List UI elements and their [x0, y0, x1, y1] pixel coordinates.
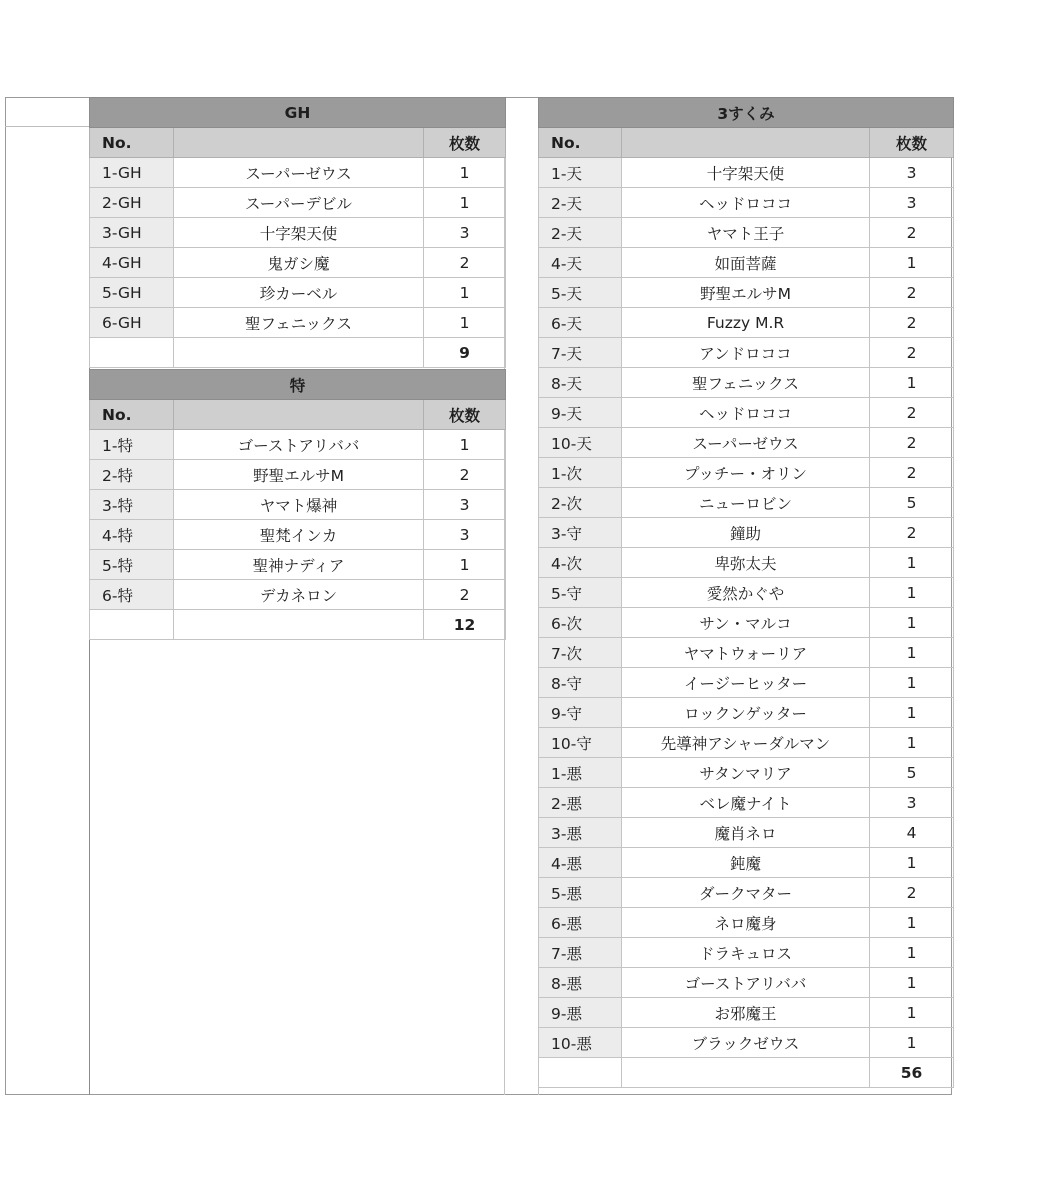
card-number-cell: 9-天	[539, 398, 622, 428]
card-name-cell: 野聖エルサM	[622, 278, 870, 308]
sansukumi-table	[538, 97, 954, 1088]
card-number-cell: 2-特	[90, 460, 174, 490]
card-count-cell: 3	[870, 158, 954, 188]
gh-header-row	[90, 128, 506, 158]
card-count-cell: 2	[424, 580, 506, 610]
card-number-cell: 3-悪	[539, 818, 622, 848]
card-name-cell: Fuzzy M.R	[622, 308, 870, 338]
card-name-cell: 十字架天使	[174, 218, 424, 248]
sansukumi-header-row	[539, 128, 954, 158]
table-row	[539, 548, 954, 578]
card-number-cell: 2-GH	[90, 188, 174, 218]
table-row	[539, 728, 954, 758]
card-count-cell: 1	[870, 728, 954, 758]
total-blank-cell	[90, 338, 174, 368]
table-row	[90, 188, 506, 218]
card-count-cell: 1	[870, 1028, 954, 1058]
card-count-cell: 2	[424, 248, 506, 278]
card-count-cell: 1	[870, 698, 954, 728]
gh-total-count: 9	[424, 338, 506, 368]
card-number-cell: 3-GH	[90, 218, 174, 248]
card-count-cell: 2	[870, 398, 954, 428]
table-row	[90, 218, 506, 248]
card-name-cell: 十字架天使	[622, 158, 870, 188]
table-row	[539, 818, 954, 848]
toku-total-row	[90, 610, 506, 640]
card-number-cell: 5-悪	[539, 878, 622, 908]
card-number-cell: 4-特	[90, 520, 174, 550]
card-name-cell: ロックンゲッター	[622, 698, 870, 728]
card-name-cell: 聖神ナディア	[174, 550, 424, 580]
toku-table	[89, 369, 506, 640]
header-name	[174, 128, 424, 158]
toku-header-row	[90, 400, 506, 430]
table-row	[539, 428, 954, 458]
card-count-cell: 1	[870, 368, 954, 398]
card-name-cell: 卑弥太夫	[622, 548, 870, 578]
card-number-cell: 3-特	[90, 490, 174, 520]
card-number-cell: 2-次	[539, 488, 622, 518]
card-name-cell: ニューロビン	[622, 488, 870, 518]
card-name-cell: 如面菩薩	[622, 248, 870, 278]
card-number-cell: 6-GH	[90, 308, 174, 338]
card-count-cell: 1	[424, 430, 506, 460]
table-row	[539, 458, 954, 488]
card-name-cell: 聖梵インカ	[174, 520, 424, 550]
card-count-cell: 1	[870, 968, 954, 998]
card-count-cell: 2	[870, 518, 954, 548]
header-no: No.	[539, 128, 622, 158]
table-row	[539, 608, 954, 638]
card-name-cell: イージーヒッター	[622, 668, 870, 698]
card-number-cell: 9-悪	[539, 998, 622, 1028]
card-number-cell: 2-天	[539, 188, 622, 218]
card-name-cell: 先導神アシャーダルマン	[622, 728, 870, 758]
card-number-cell: 4-次	[539, 548, 622, 578]
table-row	[539, 848, 954, 878]
card-number-cell: 5-GH	[90, 278, 174, 308]
card-count-cell: 3	[424, 218, 506, 248]
header-count: 枚数	[424, 400, 506, 430]
card-count-cell: 1	[424, 308, 506, 338]
table-row	[539, 998, 954, 1028]
header-count: 枚数	[424, 128, 506, 158]
card-number-cell: 10-守	[539, 728, 622, 758]
card-count-cell: 2	[870, 428, 954, 458]
sansukumi-total-row	[539, 1058, 954, 1088]
gh-table	[89, 97, 506, 368]
card-name-cell: ダークマター	[622, 878, 870, 908]
table-row	[539, 698, 954, 728]
card-count-cell: 1	[870, 908, 954, 938]
table-row	[539, 938, 954, 968]
table-row	[539, 878, 954, 908]
card-name-cell: スーパーゼウス	[174, 158, 424, 188]
card-count-cell: 1	[424, 550, 506, 580]
table-row	[539, 908, 954, 938]
card-name-cell: ネロ魔身	[622, 908, 870, 938]
card-name-cell: ヘッドロココ	[622, 398, 870, 428]
table-row	[90, 430, 506, 460]
sansukumi-section-title: 3すくみ	[539, 98, 954, 128]
card-name-cell: サタンマリア	[622, 758, 870, 788]
card-number-cell: 6-特	[90, 580, 174, 610]
card-count-cell: 1	[870, 248, 954, 278]
card-count-cell: 1	[870, 938, 954, 968]
card-count-cell: 3	[424, 490, 506, 520]
table-row	[539, 308, 954, 338]
table-row	[539, 278, 954, 308]
table-row	[539, 488, 954, 518]
card-name-cell: ゴーストアリババ	[622, 968, 870, 998]
toku-section-title: 特	[90, 370, 506, 400]
card-number-cell: 5-天	[539, 278, 622, 308]
table-row	[539, 668, 954, 698]
card-number-cell: 1-GH	[90, 158, 174, 188]
card-count-cell: 2	[870, 338, 954, 368]
card-name-cell: デカネロン	[174, 580, 424, 610]
card-name-cell: 魔肖ネロ	[622, 818, 870, 848]
top-left-gridline	[5, 126, 89, 127]
table-row	[539, 1028, 954, 1058]
card-name-cell: 鐘助	[622, 518, 870, 548]
table-row	[90, 520, 506, 550]
table-row	[90, 550, 506, 580]
card-name-cell: 鬼ガシ魔	[174, 248, 424, 278]
card-count-cell: 2	[870, 458, 954, 488]
card-count-cell: 1	[870, 608, 954, 638]
table-row	[539, 338, 954, 368]
card-number-cell: 6-次	[539, 608, 622, 638]
card-number-cell: 1-悪	[539, 758, 622, 788]
card-name-cell: スーパーデビル	[174, 188, 424, 218]
table-row	[90, 248, 506, 278]
card-count-cell: 2	[870, 308, 954, 338]
gh-section-title: GH	[90, 98, 506, 128]
card-name-cell: スーパーゼウス	[622, 428, 870, 458]
card-number-cell: 3-守	[539, 518, 622, 548]
table-row	[539, 788, 954, 818]
card-number-cell: 4-GH	[90, 248, 174, 278]
card-count-cell: 1	[424, 278, 506, 308]
table-row	[539, 188, 954, 218]
card-name-cell: 愛然かぐや	[622, 578, 870, 608]
header-no: No.	[90, 128, 174, 158]
total-blank-cell	[90, 610, 174, 640]
total-blank-cell	[174, 610, 424, 640]
card-name-cell: アンドロココ	[622, 338, 870, 368]
card-count-cell: 1	[870, 638, 954, 668]
card-number-cell: 10-天	[539, 428, 622, 458]
card-count-cell: 1	[870, 848, 954, 878]
card-number-cell: 2-悪	[539, 788, 622, 818]
card-name-cell: 珍カーベル	[174, 278, 424, 308]
card-count-cell: 1	[870, 668, 954, 698]
card-count-cell: 1	[870, 578, 954, 608]
card-number-cell: 5-守	[539, 578, 622, 608]
card-number-cell: 7-天	[539, 338, 622, 368]
table-row	[539, 518, 954, 548]
card-name-cell: プッチー・オリン	[622, 458, 870, 488]
card-number-cell: 5-特	[90, 550, 174, 580]
card-count-cell: 1	[424, 158, 506, 188]
card-name-cell: ヤマト王子	[622, 218, 870, 248]
table-row	[539, 398, 954, 428]
card-count-cell: 1	[424, 188, 506, 218]
card-number-cell: 10-悪	[539, 1028, 622, 1058]
table-row	[90, 490, 506, 520]
header-count: 枚数	[870, 128, 954, 158]
card-number-cell: 8-守	[539, 668, 622, 698]
card-count-cell: 3	[870, 188, 954, 218]
card-count-cell: 2	[424, 460, 506, 490]
total-blank-cell	[174, 338, 424, 368]
card-name-cell: ゴーストアリババ	[174, 430, 424, 460]
card-number-cell: 1-特	[90, 430, 174, 460]
toku-title-row	[90, 370, 506, 400]
card-number-cell: 9-守	[539, 698, 622, 728]
card-number-cell: 4-天	[539, 248, 622, 278]
table-row	[539, 638, 954, 668]
table-row	[539, 578, 954, 608]
card-number-cell: 1-天	[539, 158, 622, 188]
total-blank-cell	[539, 1058, 622, 1088]
table-row	[90, 158, 506, 188]
card-name-cell: ヘッドロココ	[622, 188, 870, 218]
card-name-cell: ヤマトウォーリア	[622, 638, 870, 668]
gh-total-row	[90, 338, 506, 368]
card-count-cell: 4	[870, 818, 954, 848]
sansukumi-title-row	[539, 98, 954, 128]
header-name	[174, 400, 424, 430]
card-name-cell: ベレ魔ナイト	[622, 788, 870, 818]
table-row	[539, 968, 954, 998]
card-name-cell: 聖フェニックス	[174, 308, 424, 338]
sansukumi-total-count: 56	[870, 1058, 954, 1088]
card-count-cell: 2	[870, 278, 954, 308]
card-number-cell: 8-悪	[539, 968, 622, 998]
total-blank-cell	[622, 1058, 870, 1088]
card-number-cell: 8-天	[539, 368, 622, 398]
table-row	[539, 158, 954, 188]
table-row	[90, 308, 506, 338]
card-name-cell: ブラックゼウス	[622, 1028, 870, 1058]
gh-title-row	[90, 98, 506, 128]
card-number-cell: 2-天	[539, 218, 622, 248]
table-row	[90, 278, 506, 308]
card-count-cell: 1	[870, 998, 954, 1028]
card-name-cell: 鈍魔	[622, 848, 870, 878]
card-number-cell: 4-悪	[539, 848, 622, 878]
card-count-cell: 2	[870, 218, 954, 248]
card-count-cell: 5	[870, 758, 954, 788]
card-count-cell: 2	[870, 878, 954, 908]
card-count-cell: 3	[424, 520, 506, 550]
header-name	[622, 128, 870, 158]
table-row	[90, 580, 506, 610]
table-row	[539, 248, 954, 278]
card-name-cell: 野聖エルサM	[174, 460, 424, 490]
table-row	[539, 218, 954, 248]
header-no: No.	[90, 400, 174, 430]
card-name-cell: サン・マルコ	[622, 608, 870, 638]
table-row	[90, 460, 506, 490]
card-name-cell: 聖フェニックス	[622, 368, 870, 398]
card-name-cell: お邪魔王	[622, 998, 870, 1028]
card-count-cell: 1	[870, 548, 954, 578]
card-number-cell: 6-悪	[539, 908, 622, 938]
card-name-cell: ドラキュロス	[622, 938, 870, 968]
card-number-cell: 7-次	[539, 638, 622, 668]
card-number-cell: 6-天	[539, 308, 622, 338]
table-row	[539, 368, 954, 398]
table-row	[539, 758, 954, 788]
card-name-cell: ヤマト爆神	[174, 490, 424, 520]
card-count-cell: 3	[870, 788, 954, 818]
toku-total-count: 12	[424, 610, 506, 640]
card-number-cell: 7-悪	[539, 938, 622, 968]
card-number-cell: 1-次	[539, 458, 622, 488]
card-count-cell: 5	[870, 488, 954, 518]
